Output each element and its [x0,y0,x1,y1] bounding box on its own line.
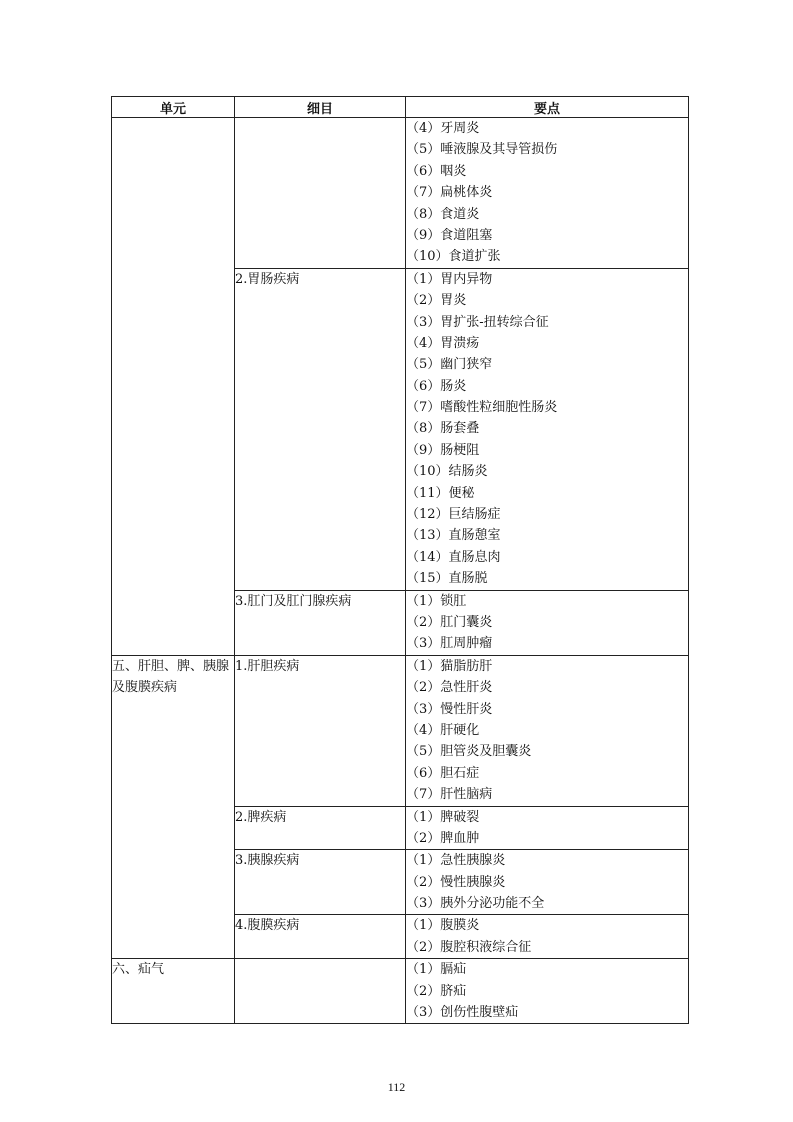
point-item: （5）唾液腺及其导管损伤 [406,142,558,158]
point-item: （6）胆石症 [406,765,480,781]
point-item: （2）腹腔积液综合征 [406,939,532,955]
point-item: （2）急性肝炎 [406,680,493,696]
point-item: （3）胰外分泌功能不全 [406,896,545,912]
detail-cell: 2.脾疾病 [235,806,406,850]
points-cell [406,806,689,850]
header-unit: 单元 [112,97,235,118]
point-item: （12）巨结肠症 [406,507,501,523]
point-item: （1）膈疝 [406,962,467,978]
detail-cell: 4.腹膜疾病 [235,915,406,959]
point-item: （4）肝硬化 [406,722,480,738]
point-item: （5）幽门狭窄 [406,357,493,373]
point-item: （2）慢性胰腺炎 [406,874,506,890]
point-item: （3）创伤性腹壁疝 [406,1005,519,1021]
points-cell [406,590,689,655]
point-item: （1）脾破裂 [406,809,480,825]
points-cell [406,959,689,1024]
header-points: 要点 [406,97,689,118]
unit-cell: 五、肝胆、脾、胰腺及腹膜疾病 [112,655,235,958]
point-item: （10）结肠炎 [406,464,488,480]
detail-cell: 2.胃肠疾病 [235,268,406,590]
point-item: （1）胃内异物 [406,271,493,287]
point-item: （9）食道阻塞 [406,227,493,243]
points-cell [406,118,689,269]
detail-cell: 3.肛门及肛门腺疾病 [235,590,406,655]
point-item: （7）嗜酸性粒细胞性肠炎 [406,400,558,416]
header-row [112,97,689,118]
point-item: （8）肠套叠 [406,421,480,437]
points-cell [406,850,689,915]
point-item: （6）肠炎 [406,378,467,394]
points-cell [406,655,689,806]
point-item: （2）脐疝 [406,983,467,999]
unit-cell [112,118,235,656]
point-item: （1）猫脂肪肝 [406,658,493,674]
point-item: （1）腹膜炎 [406,918,480,934]
point-item: （15）直肠脱 [406,571,488,587]
unit-cell: 六、疝气 [112,959,235,1024]
point-item: （2）脾血肿 [406,830,480,846]
table-body [112,118,689,1024]
point-item: （3）胃扩张-扭转综合征 [406,314,549,330]
detail-cell: 1.肝胆疾病 [235,655,406,806]
table-row [112,118,689,269]
header-detail: 细目 [235,97,406,118]
points-cell [406,268,689,590]
syllabus-table [111,96,689,1024]
table-row [112,655,689,806]
detail-cell [235,118,406,269]
table-row [112,959,689,1024]
detail-cell: 3.胰腺疾病 [235,850,406,915]
point-item: （2）肛门囊炎 [406,614,493,630]
point-item: （7）扁桃体炎 [406,185,493,201]
point-item: （13）直肠憩室 [406,528,501,544]
detail-cell [235,959,406,1024]
page-number: 112 [387,1080,406,1094]
point-item: （3）肛周肿瘤 [406,636,493,652]
point-item: （14）直肠息肉 [406,549,501,565]
point-item: （6）咽炎 [406,163,467,179]
point-item: （4）胃溃疡 [406,335,480,351]
point-item: （3）慢性肝炎 [406,701,493,717]
point-item: （9）肠梗阻 [406,442,480,458]
point-item: （1）急性胰腺炎 [406,853,506,869]
point-item: （10）食道扩张 [406,249,501,265]
point-item: （8）食道炎 [406,206,480,222]
point-item: （5）胆管炎及胆囊炎 [406,744,532,760]
point-item: （4）牙周炎 [406,121,480,136]
point-item: （1）锁肛 [406,593,467,609]
points-cell [406,915,689,959]
point-item: （2）胃炎 [406,293,467,309]
point-item: （11）便秘 [406,485,475,501]
point-item: （7）肝性脑病 [406,787,493,803]
